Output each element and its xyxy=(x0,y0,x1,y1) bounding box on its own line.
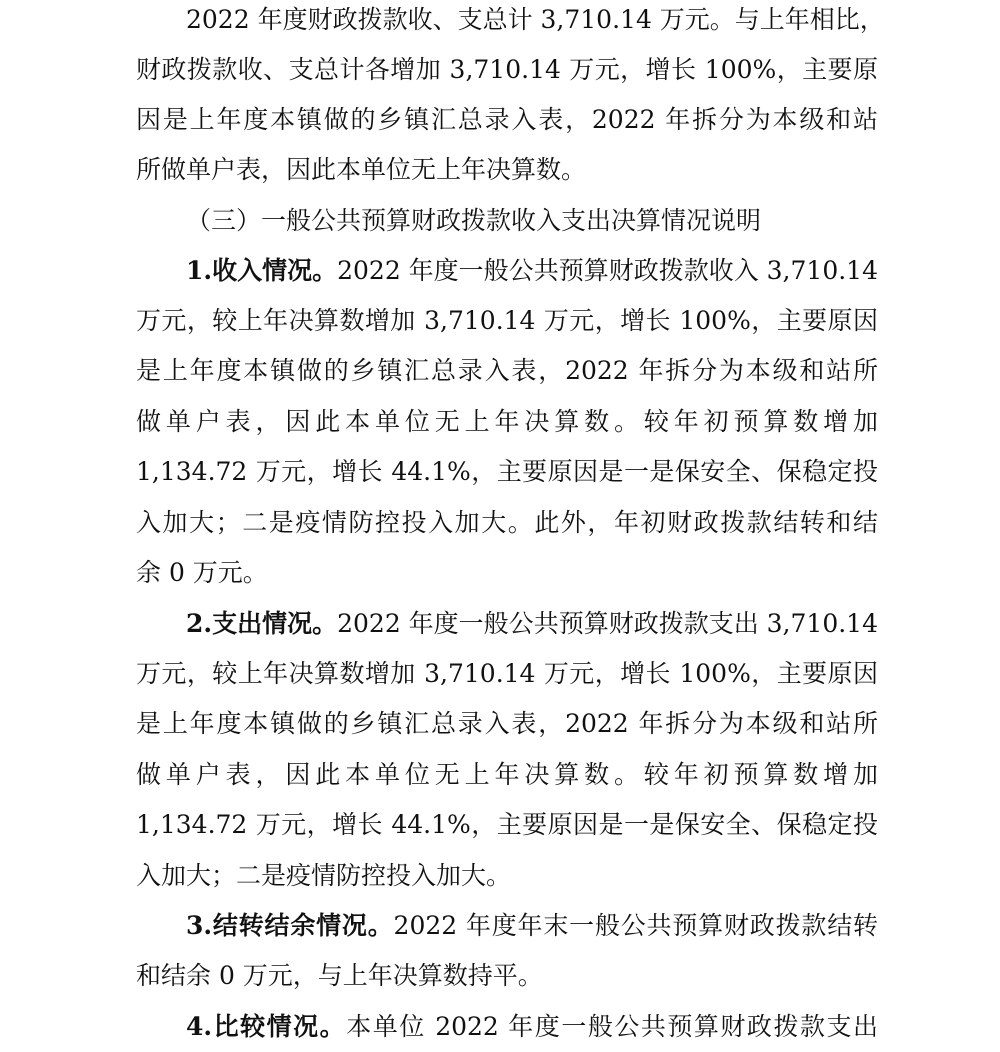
paragraph-line: 1,134.72 万元，增长 44.1%，主要原因是一是保安全、保稳定投 xyxy=(136,457,878,486)
section-heading: （三）一般公共预算财政拨款收入支出决算情况说明 xyxy=(186,206,762,235)
paragraph-line: 是上年度本镇做的乡镇汇总录入表，2022 年拆分为本级和站所 xyxy=(136,356,878,385)
paragraph-line: 做单户表，因此本单位无上年决算数。较年初预算数增加 xyxy=(136,760,878,789)
item-title: 2.支出情况。 xyxy=(186,609,338,638)
paragraph-line: 2022 年度财政拨款收、支总计 3,710.14 万元。与上年相比， xyxy=(186,5,885,34)
paragraph-line: 和结余 0 万元，与上年决算数持平。 xyxy=(136,961,543,990)
item-title: 3.结转结余情况。 xyxy=(186,911,394,940)
item-text: 2022 年度年末一般公共预算财政拨款结转 xyxy=(393,911,878,940)
paragraph-line: 做单户表，因此本单位无上年决算数。较年初预算数增加 xyxy=(136,407,878,436)
item-first-line xyxy=(186,599,878,649)
paragraph-line: 财政拨款收、支总计各增加 3,710.14 万元，增长 100%，主要原 xyxy=(136,55,878,84)
item-text: 2022 年度一般公共预算财政拨款收入 3,710.14 xyxy=(337,256,878,285)
item-first-line xyxy=(186,246,878,296)
paragraph-line: 所做单户表，因此本单位无上年决算数。 xyxy=(136,155,587,184)
paragraph-line: 余 0 万元。 xyxy=(136,558,268,587)
paragraph-line: 万元，较上年决算数增加 3,710.14 万元，增长 100%，主要原因 xyxy=(136,306,878,335)
paragraph-line: 1,134.72 万元，增长 44.1%，主要原因是一是保安全、保稳定投 xyxy=(136,810,878,839)
item-text: 2022 年度一般公共预算财政拨款支出 3,710.14 xyxy=(337,609,878,638)
item-first-line xyxy=(186,1002,878,1052)
item-first-line xyxy=(186,901,878,951)
item-title: 1.收入情况。 xyxy=(186,256,338,285)
paragraph-line: 万元，较上年决算数增加 3,710.14 万元，增长 100%，主要原因 xyxy=(136,659,878,688)
paragraph-line: 因是上年度本镇做的乡镇汇总录入表，2022 年拆分为本级和站 xyxy=(136,105,878,134)
paragraph-line: 是上年度本镇做的乡镇汇总录入表，2022 年拆分为本级和站所 xyxy=(136,709,878,738)
paragraph-line: 入加大；二是疫情防控投入加大。此外，年初财政拨款结转和结 xyxy=(136,508,878,537)
item-text: 本单位 2022 年度一般公共预算财政拨款支出 xyxy=(346,1012,878,1041)
item-title: 4.比较情况。 xyxy=(186,1012,347,1041)
paragraph-line: 入加大；二是疫情防控投入加大。 xyxy=(136,861,512,890)
